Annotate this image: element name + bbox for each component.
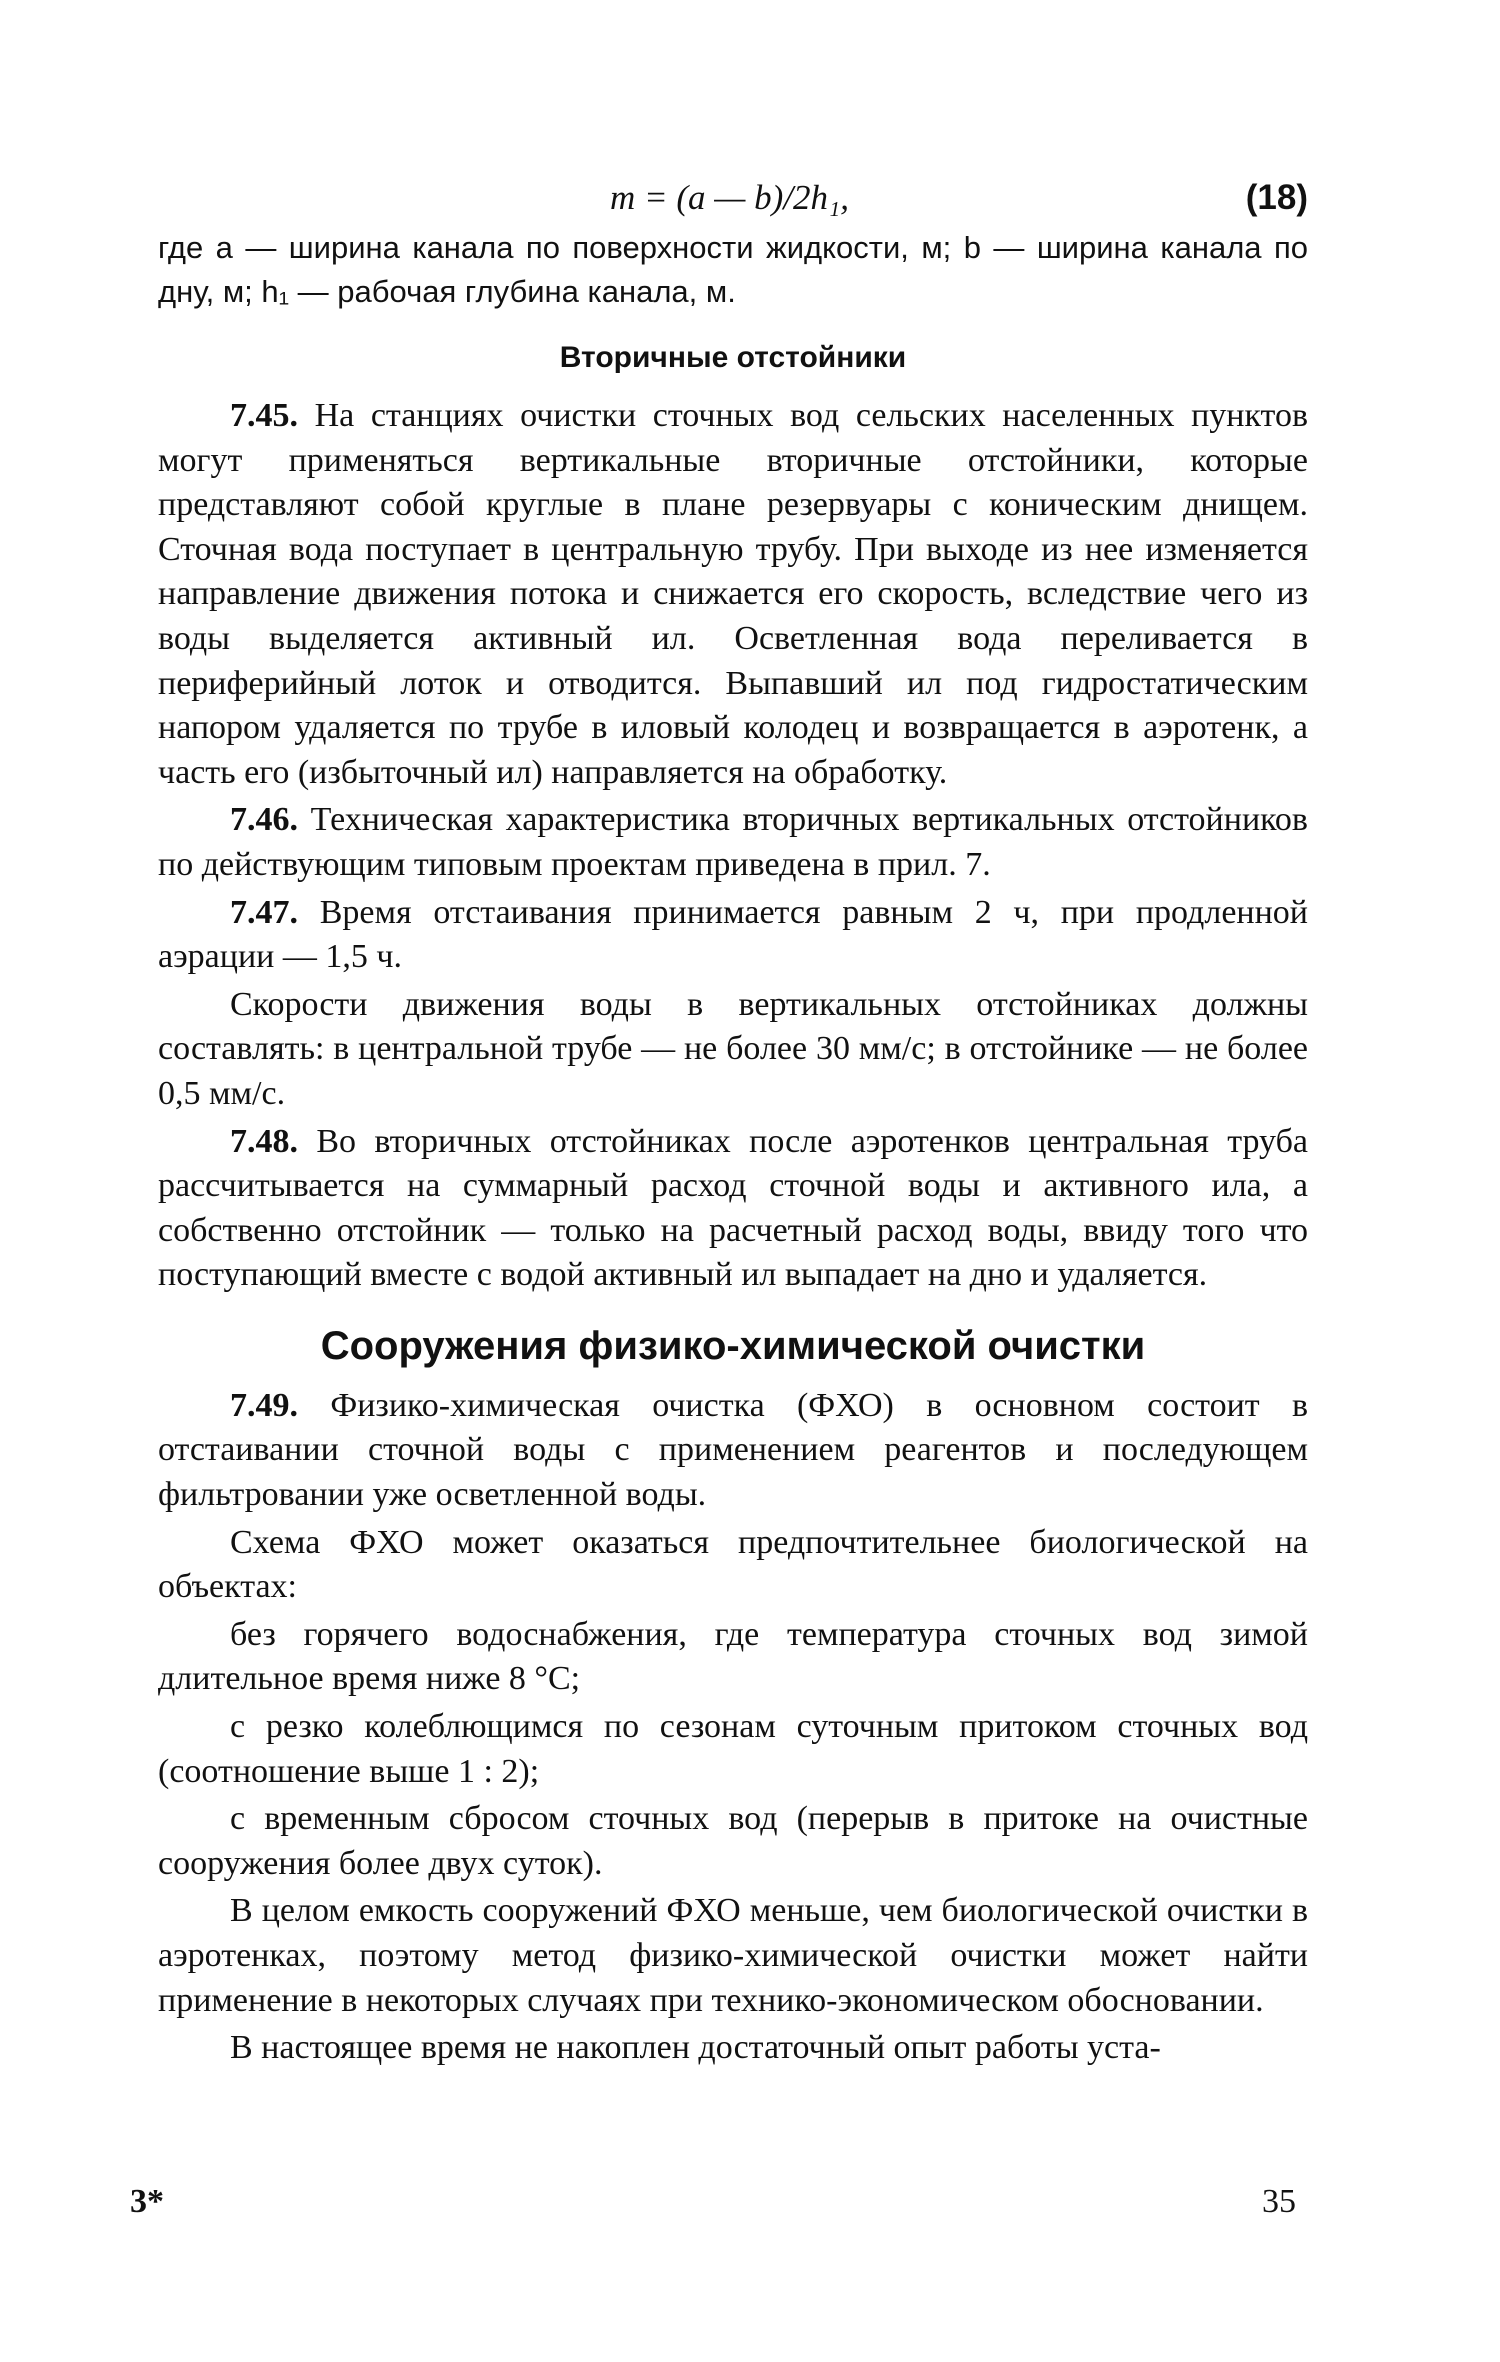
subheading-secondary-settlers: Вторичные отстойники [559, 341, 907, 374]
paragraph-7-48 [158, 1120, 1308, 1298]
clause-number: 7.48. [230, 1122, 298, 1160]
paragraph-scheme [158, 1521, 1308, 1610]
section-physico-chemical [158, 1384, 1308, 2071]
clause-text: Схема ФХО может оказаться предпочтительнее биологической на объектах: [158, 1523, 1308, 1606]
list-item-temporary-discharge [158, 1797, 1308, 1886]
paragraph-7-47 [158, 891, 1308, 980]
formula-line [158, 170, 1308, 226]
clause-text: с резко колеблющимся по сезонам суточным притоком сточных вод (соотношение выше 1 : 2); [158, 1708, 1308, 1790]
clause-text: Техническая характеристика вторичных вертикальных отстойников по действующим типовым проектам приведена в прил. 7. [158, 801, 1308, 883]
formula-expression: m = (a — b)/2h₁, [610, 178, 849, 217]
list-item-seasonal-inflow [158, 1705, 1308, 1794]
variable-definitions: где a — ширина канала по поверхности жидкости, м; b — ширина канала по дну, м; h₁ — рабочая глубина канала, м. [158, 230, 1308, 309]
paragraph-experience [158, 2026, 1308, 2071]
clause-number: 7.47. [230, 893, 298, 931]
paragraph-velocities [158, 983, 1308, 1117]
clause-text: Время отстаивания принимается равным 2 ч, при продленной аэрации — 1,5 ч. [158, 893, 1308, 976]
clause-text: В целом емкость сооружений ФХО меньше, чем биологической очистки в аэротенках, поэтому метод физико-химической очистки может найти применение в некоторых случаях при технико-экономическом обосновании. [158, 1892, 1308, 2019]
section-heading-physico-chemical: Сооружения физико-химической очистки [320, 1323, 1146, 1368]
section-secondary-settlers [158, 394, 1308, 1298]
page-number: 35 [1262, 2183, 1296, 2220]
list-item-no-hot-water [158, 1613, 1308, 1702]
clause-text: На станциях очистки сточных вод сельских населенных пунктов могут применяться вертикальные вторичные отстойники, которые представляют собой круглые в плане резервуары с коническим днищем. Сточная вода поступает в центральную трубу. При выходе из нее изменяется направление движения потока и снижается его скорость, вследствие чего из воды выделяется активный ил. Осветленная вода переливается в периферийный лоток и отводится. Выпавший ил под гидростатическим напором удаляется по трубе в иловый колодец и возвращается в аэротенк, а часть его (избыточный ил) направляется на обработку. [158, 397, 1308, 791]
formula-number: (18) [1245, 178, 1308, 217]
clause-text: без горячего водоснабжения, где температура сточных вод зимой длительное время ниже 8 °С; [158, 1615, 1308, 1698]
clause-text: Во вторичных отстойниках после аэротенков центральная труба рассчитывается на суммарный расход сточной воды и активного ила, а собственно отстойник — только на расчетный расход воды, ввиду того что поступающий вместе с водой активный ил выпадает на дно и удаляется. [158, 1122, 1308, 1294]
clause-text: с временным сбросом сточных вод (перерыв в притоке на очистные сооружения более двух суток). [158, 1800, 1308, 1882]
clause-number: 7.46. [230, 801, 298, 839]
page-content [158, 170, 1308, 2074]
paragraph-7-49 [158, 1384, 1308, 1518]
clause-text: В настоящее время не накоплен достаточный опыт работы уста- [230, 2029, 1161, 2067]
signature-mark: 3* [130, 2183, 164, 2220]
clause-number: 7.45. [230, 397, 298, 434]
clause-number: 7.49. [230, 1386, 298, 1424]
clause-text: Скорости движения воды в вертикальных отстойниках должны составлять: в центральной трубе — не более 30 мм/с; в отстойнике — не более 0,5 мм/с. [158, 985, 1308, 1112]
paragraph-7-45 [158, 394, 1308, 795]
clause-text: Физико-химическая очистка (ФХО) в основном состоит в отстаивании сточной воды с применением реагентов и последующем фильтровании уже осветленной воды. [158, 1386, 1309, 1514]
paragraph-capacity [158, 1889, 1308, 2023]
paragraph-7-46 [158, 798, 1308, 887]
